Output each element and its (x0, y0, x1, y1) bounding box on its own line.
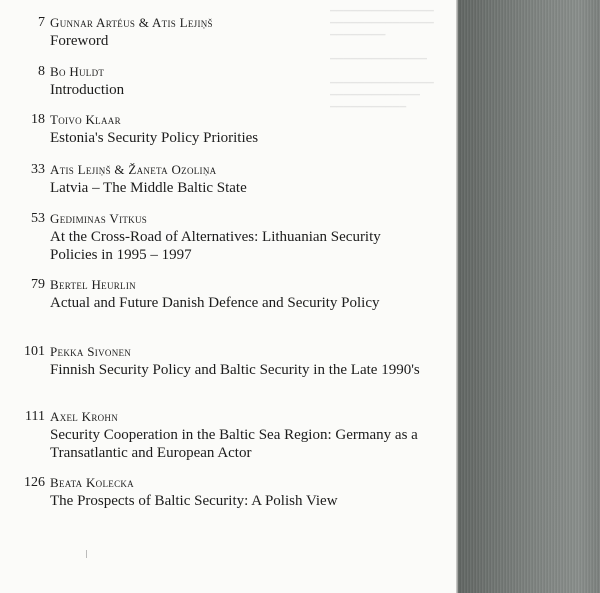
entry-title: Foreword (50, 33, 109, 49)
entry-title: Security Cooperation in the Baltic Sea Region: Germany as a Transatlantic and European Actor (50, 427, 418, 461)
page-number: 126 (24, 475, 45, 490)
entry-title: Estonia's Security Policy Priorities (50, 130, 259, 146)
page-number: 79 (31, 277, 45, 292)
entry-title: Introduction (50, 82, 125, 98)
entry-author: Bo Huldt (50, 64, 105, 79)
entry-title: At the Cross-Road of Alternatives: Lithuanian Security Policies in 1995 – 1997 (50, 229, 381, 263)
entry-author: Gediminas Vitkus (50, 211, 148, 226)
page-number: 53 (31, 211, 45, 226)
entry-author: Axel Krohn (50, 409, 119, 424)
entry-title: The Prospects of Baltic Security: A Polish View (50, 493, 338, 509)
page-number: 7 (38, 15, 45, 30)
ink-mark (86, 550, 87, 558)
page-number: 18 (31, 112, 45, 127)
page-number: 101 (24, 344, 45, 359)
page-number: 33 (31, 162, 45, 177)
entry-author: Toivo Klaar (50, 112, 121, 127)
entry-title: Actual and Future Danish Defence and Security Policy (50, 295, 380, 311)
entry-author: Gunnar Artéus & Atis Lejiņš (50, 15, 213, 30)
page-number: 111 (25, 409, 45, 424)
entry-author: Atis Lejiņš & Žaneta Ozoliņa (50, 162, 217, 177)
entry-author: Beata Kolecka (50, 475, 134, 490)
page-number: 8 (38, 64, 45, 79)
entry-title: Latvia – The Middle Baltic State (50, 180, 247, 196)
entry-author: Bertel Heurlin (50, 277, 136, 292)
show-through-text: ▁▁▁▁▁▁▁▁▁▁▁▁▁▁▁ ▁▁▁▁▁▁▁▁▁▁▁▁▁▁▁ ▁▁▁▁▁▁▁▁ ▁▁▁▁▁▁▁▁▁▁▁▁▁▁ ▁▁▁▁▁▁▁▁▁▁▁▁▁▁▁ ▁▁▁▁▁▁▁▁▁▁▁▁▁ ▁▁▁▁▁▁▁▁▁▁▁ (330, 1, 434, 107)
entry-title: Finnish Security Policy and Baltic Security in the Late 1990's (50, 362, 420, 378)
book-spine (458, 0, 600, 593)
entry-author: Pekka Sivonen (50, 344, 132, 359)
